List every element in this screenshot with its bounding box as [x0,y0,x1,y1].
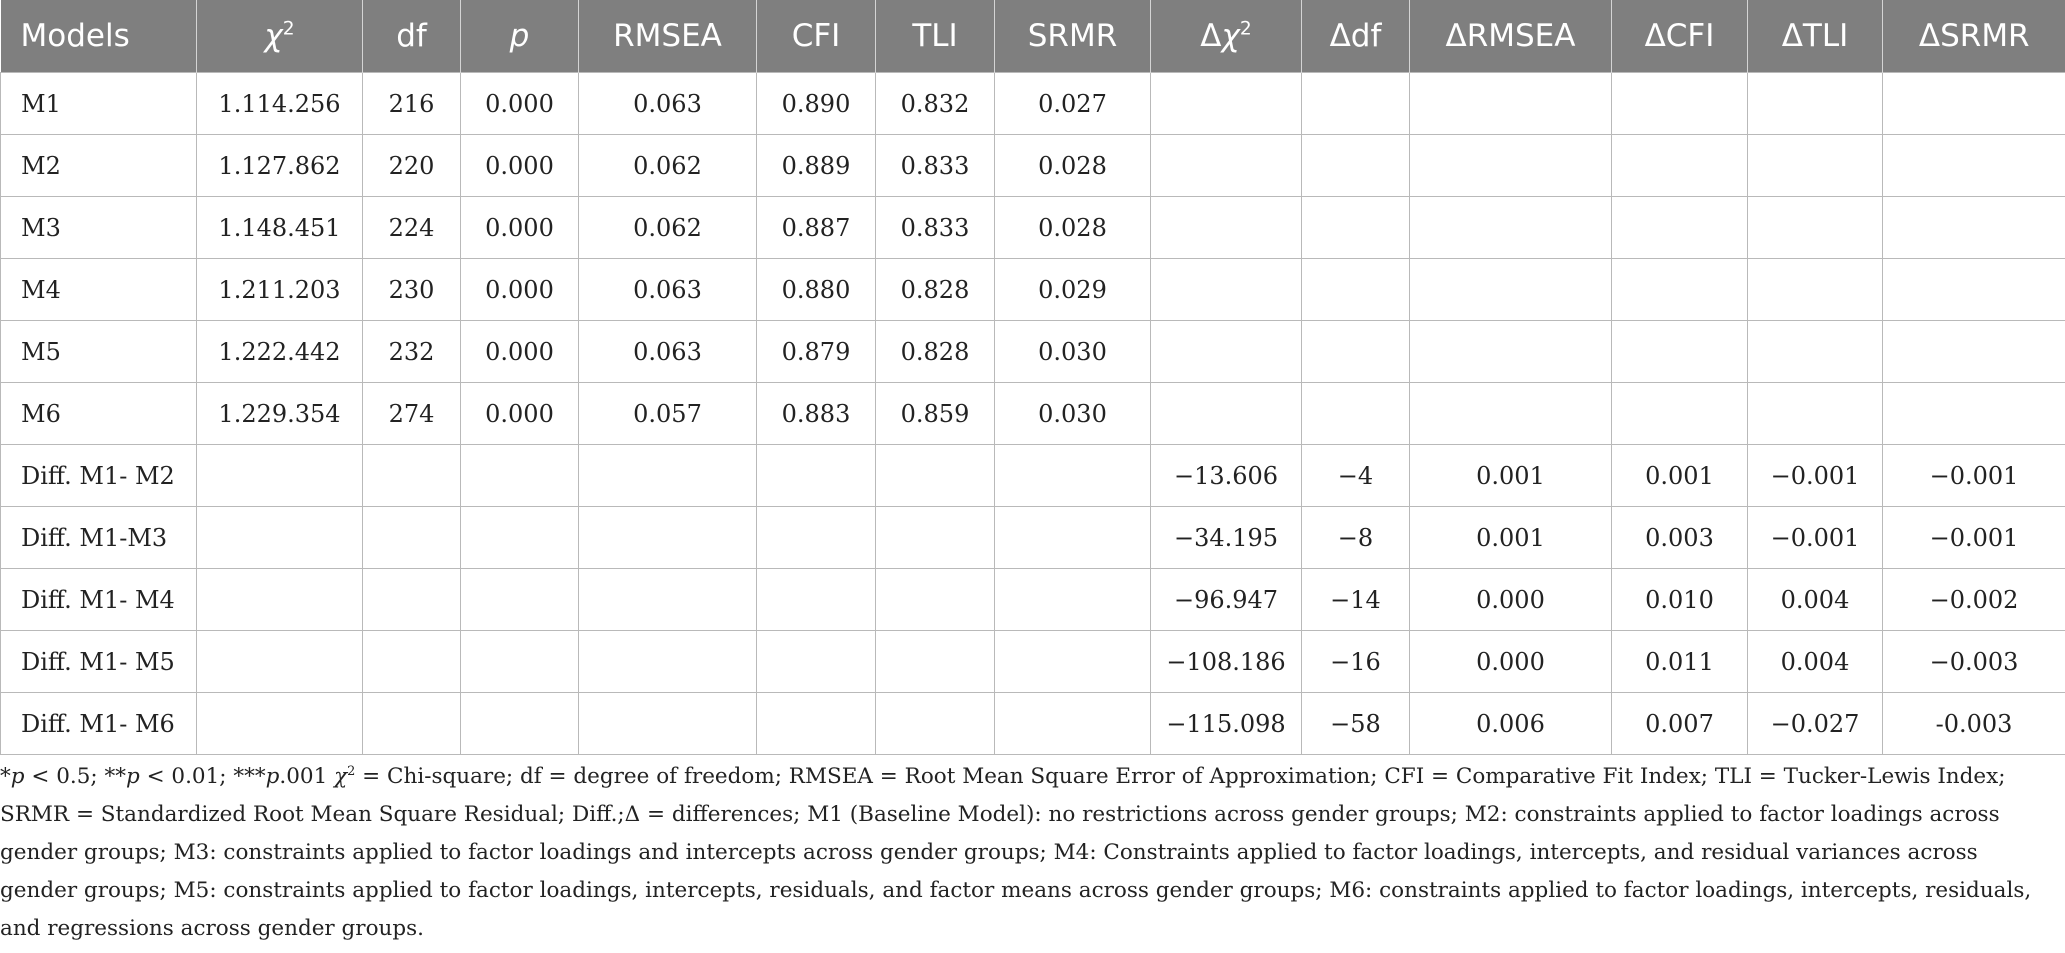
table-row [1,259,2065,321]
table-cell [1410,73,1612,135]
table-cell [1883,135,2065,197]
table-cell [757,507,876,569]
row-label-cell: Diff. M1- M4 [1,569,197,631]
table-cell [1410,135,1612,197]
table-cell [1410,197,1612,259]
table-cell: 274 [363,383,461,445]
header-delta-tli: ΔTLI [1748,0,1883,73]
table-cell: −0.027 [1748,693,1883,755]
table-cell [1748,135,1883,197]
table-row [1,197,2065,259]
table-cell: 0.062 [579,135,757,197]
delta-chi-exponent: 2 [1239,18,1252,40]
table-cell [363,569,461,631]
table-row [1,73,2065,135]
table-row [1,693,2065,755]
row-label-cell: M1 [1,73,197,135]
table-cell [461,445,579,507]
table-cell [1151,383,1302,445]
table-cell: −0.001 [1883,445,2065,507]
table-cell [1748,197,1883,259]
table-cell: 0.879 [757,321,876,383]
table-cell [757,569,876,631]
table-cell: 0.010 [1612,569,1748,631]
table-cell: 0.887 [757,197,876,259]
table-cell [757,445,876,507]
delta-chi-symbol: χ [1221,18,1240,54]
table-cell [995,693,1151,755]
table-cell: −16 [1302,631,1410,693]
table-cell: 0.001 [1612,445,1748,507]
table-cell [1151,135,1302,197]
table-cell [757,693,876,755]
table-cell [1612,383,1748,445]
header-delta-srmr: ΔSRMR [1883,0,2065,73]
table-cell [579,631,757,693]
table-cell: 0.003 [1612,507,1748,569]
table-cell [363,445,461,507]
table-cell [1883,73,2065,135]
header-delta-rmsea: ΔRMSEA [1410,0,1612,73]
table-cell [1302,259,1410,321]
table-cell [1612,197,1748,259]
table-cell [1302,197,1410,259]
table-cell: 0.000 [461,135,579,197]
table-cell: 0.833 [876,135,995,197]
table-cell [1410,259,1612,321]
table-cell [876,569,995,631]
table-cell: 1.229.354 [197,383,363,445]
table-cell: −58 [1302,693,1410,755]
table-cell: −0.001 [1748,507,1883,569]
table-cell: 0.007 [1612,693,1748,755]
table-row [1,135,2065,197]
row-label-cell: Diff. M1-M3 [1,507,197,569]
row-label-cell: M3 [1,197,197,259]
table-cell: 0.028 [995,135,1151,197]
footnote-part: < 0.5; ** [24,764,126,789]
table-cell [995,507,1151,569]
table-cell: −0.001 [1883,507,2065,569]
table-cell: 0.030 [995,383,1151,445]
table-cell [876,445,995,507]
table-cell: 0.029 [995,259,1151,321]
table-cell: −0.003 [1883,631,2065,693]
table-cell: 0.011 [1612,631,1748,693]
table-cell [876,631,995,693]
table-row [1,445,2065,507]
row-label-cell: M5 [1,321,197,383]
table-cell [197,569,363,631]
table-cell [461,693,579,755]
table-cell: 0.001 [1410,445,1612,507]
footnote-part: 2 [347,763,356,779]
header-delta-cfi: ΔCFI [1612,0,1748,73]
delta-symbol: Δ [1200,18,1222,54]
table-cell: 0.890 [757,73,876,135]
table-cell: −13.606 [1151,445,1302,507]
table-cell: −0.002 [1883,569,2065,631]
row-label-cell: M4 [1,259,197,321]
table-cell [1612,135,1748,197]
table-cell: 0.004 [1748,631,1883,693]
table-cell: 0.859 [876,383,995,445]
table-row [1,507,2065,569]
footnote-part: p [10,764,25,789]
table-cell: 0.000 [461,197,579,259]
table-cell: 0.000 [461,259,579,321]
table-row [1,631,2065,693]
table-cell [995,631,1151,693]
table-cell [1302,135,1410,197]
table-cell: 0.000 [461,383,579,445]
table-cell: −0.001 [1748,445,1883,507]
table-cell [1151,197,1302,259]
table-cell: 0.000 [1410,569,1612,631]
table-cell [1748,383,1883,445]
chi-exponent: 2 [282,18,295,40]
table-cell [1612,73,1748,135]
table-cell [579,507,757,569]
footnote-part: p [265,764,280,789]
footnote-part: p [125,764,140,789]
row-label-cell: Diff. M1- M5 [1,631,197,693]
table-cell: 1.222.442 [197,321,363,383]
table-cell [1302,73,1410,135]
table-cell [1302,383,1410,445]
table-cell: 0.828 [876,259,995,321]
table-cell [1410,321,1612,383]
table-cell [1151,321,1302,383]
table-cell [1151,73,1302,135]
table-cell: 0.828 [876,321,995,383]
table-cell: 1.211.203 [197,259,363,321]
table-cell: −96.947 [1151,569,1302,631]
table-cell [876,693,995,755]
header-rmsea: RMSEA [579,0,757,73]
table-row [1,383,2065,445]
table-row [1,569,2065,631]
table-cell: −14 [1302,569,1410,631]
footnote-part: * [0,764,11,789]
table-cell [995,569,1151,631]
table-cell [197,631,363,693]
table-cell [1302,321,1410,383]
table-cell: 0.883 [757,383,876,445]
table-cell [1883,321,2065,383]
table-cell [461,631,579,693]
table-cell: 220 [363,135,461,197]
table-cell [197,507,363,569]
table-cell: −115.098 [1151,693,1302,755]
table-cell: 0.000 [461,73,579,135]
header-models: Models [1,0,197,73]
table-cell: 1.148.451 [197,197,363,259]
table-cell [757,631,876,693]
footnote-part: = Chi-square; df = degree of freedom; RMSEA = Root Mean Square Error of Approximation; CFI = Comparative Fit Index; TLI = Tucker-Lewis Index; SRMR = Standardized Root Mean Square Residual; Diff.;Δ = differences; M1 (Baseline Model): no restrictions across gender groups; M2: constraints applied to factor loadings across gender groups; M3: constraints applied to factor loadings and intercepts across gender groups; M4: Constraints applied to factor loadings, intercepts, and residual variances across gender groups; M5: constraints applied to factor loadings, intercepts, residuals, and factor means across gender groups; M6: constraints applied to factor loadings, intercepts, residuals, and regressions across gender groups. [0,764,2032,941]
header-delta-df: Δdf [1302,0,1410,73]
table-cell [1748,259,1883,321]
table-footnote [0,758,2050,948]
table-cell [579,693,757,755]
table-cell: 0.062 [579,197,757,259]
header-srmr: SRMR [995,0,1151,73]
table-cell: -0.003 [1883,693,2065,755]
table-cell [995,445,1151,507]
table-cell: 0.027 [995,73,1151,135]
table-cell: 0.063 [579,73,757,135]
header-tli: TLI [876,0,995,73]
table-cell: 0.000 [461,321,579,383]
table-cell: 0.880 [757,259,876,321]
table-body [1,73,2065,755]
header-cfi: CFI [757,0,876,73]
table-cell: −34.195 [1151,507,1302,569]
table-cell: 0.063 [579,259,757,321]
table-cell: 0.063 [579,321,757,383]
table-cell [1612,259,1748,321]
table-cell: 232 [363,321,461,383]
header-chi-square [197,0,363,73]
table-cell: 230 [363,259,461,321]
table-cell [1612,321,1748,383]
header-row [1,0,2065,73]
table-cell: 0.889 [757,135,876,197]
table-cell: 0.057 [579,383,757,445]
header-delta-chi-square [1151,0,1302,73]
footnote-part: χ [334,764,348,789]
table-cell [876,507,995,569]
table-row [1,321,2065,383]
table-cell [197,445,363,507]
footnote-part: .001 [279,764,335,789]
table-cell: 0.004 [1748,569,1883,631]
table-cell [461,569,579,631]
table-cell: 224 [363,197,461,259]
table-cell [1748,321,1883,383]
table-cell: −4 [1302,445,1410,507]
table-cell [1151,259,1302,321]
chi-symbol: χ [264,18,283,54]
table-cell [363,693,461,755]
table-cell: 1.114.256 [197,73,363,135]
table-cell [363,631,461,693]
header-df: df [363,0,461,73]
row-label-cell: M2 [1,135,197,197]
row-label-cell: M6 [1,383,197,445]
table-cell [197,693,363,755]
row-label-cell: Diff. M1- M2 [1,445,197,507]
table-cell: 0.030 [995,321,1151,383]
table-cell [1410,383,1612,445]
table-cell: 216 [363,73,461,135]
table-cell: 0.000 [1410,631,1612,693]
table-cell [579,569,757,631]
header-p: p [461,0,579,73]
table-cell [1748,73,1883,135]
table-cell: 1.127.862 [197,135,363,197]
table-cell: 0.833 [876,197,995,259]
table-cell: 0.028 [995,197,1151,259]
table-cell: 0.832 [876,73,995,135]
table-cell: 0.001 [1410,507,1612,569]
table-cell [1883,197,2065,259]
table-cell [1883,383,2065,445]
table-cell [363,507,461,569]
footnote-part: < 0.01; *** [139,764,266,789]
table-cell: −108.186 [1151,631,1302,693]
row-label-cell: Diff. M1- M6 [1,693,197,755]
table-cell: 0.006 [1410,693,1612,755]
table-cell [1883,259,2065,321]
table-cell: −8 [1302,507,1410,569]
table-cell [461,507,579,569]
table-cell [579,445,757,507]
